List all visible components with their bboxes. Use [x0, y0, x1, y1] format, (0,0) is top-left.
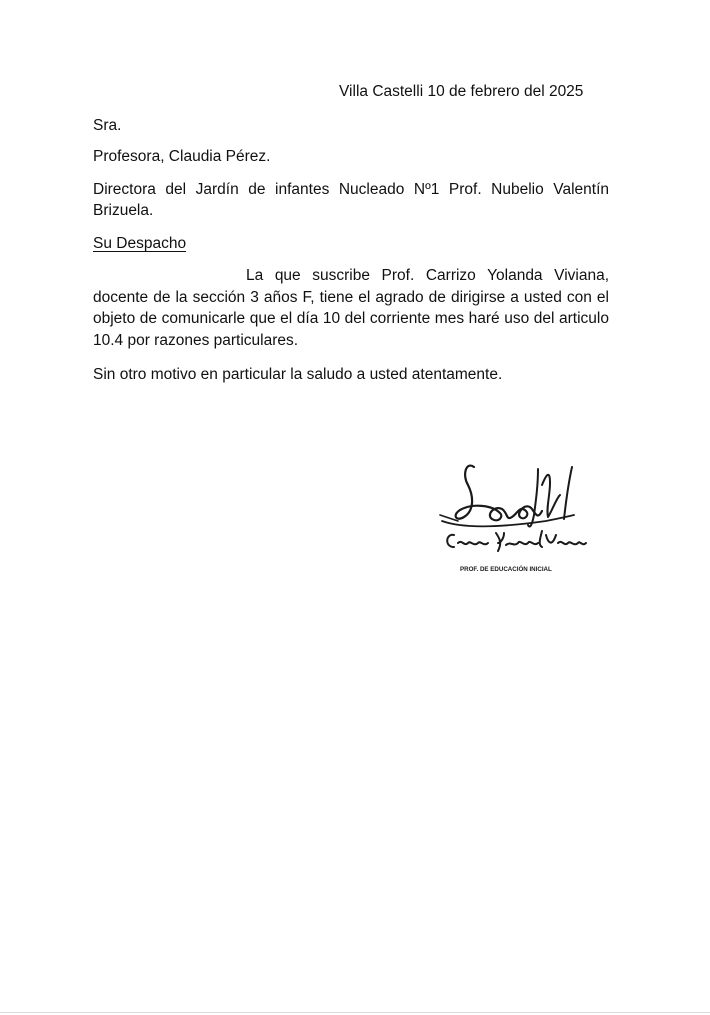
- handwritten-signature: [434, 455, 594, 580]
- letter-body: La que suscribe Prof. Carrizo Yolanda Viviana, docente de la sección 3 años F, tiene el agrado de dirigirse a usted con el objeto de comunicarle que el día 10 del corriente mes haré uso del articulo 10.4 por razones particulares.: [93, 267, 609, 349]
- recipient-name: Profesora, Claudia Pérez.: [93, 148, 271, 165]
- page-edge-divider: [0, 1012, 710, 1013]
- date-line: Villa Castelli 10 de febrero del 2025: [339, 83, 584, 100]
- recipient-role: Directora del Jardín de infantes Nucleado Nº1 Prof. Nubelio Valentín Brizuela.: [93, 181, 609, 219]
- salutation: Sra.: [93, 117, 122, 134]
- su-despacho: Su Despacho: [93, 235, 187, 252]
- closing-line: Sin otro motivo en particular la saludo a usted atentamente.: [93, 366, 503, 383]
- stamp-title: PROF. DE EDUCACIÓN INICIAL: [460, 566, 552, 573]
